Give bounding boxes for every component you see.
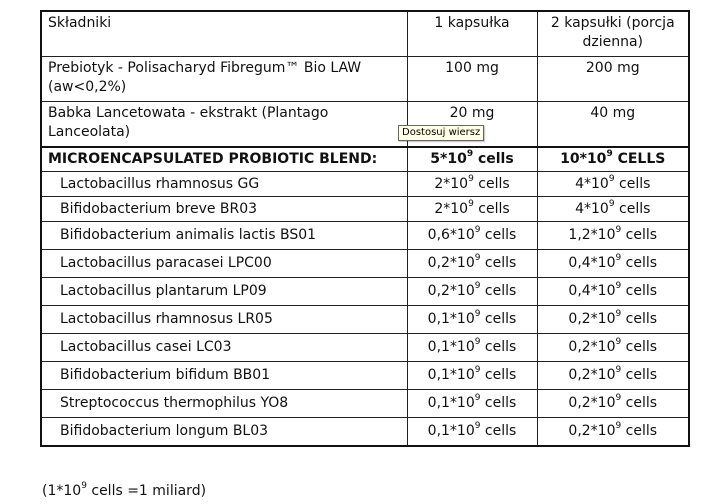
strain-row (41, 172, 689, 197)
strain-two: $0,2*10^9$ cells (537, 418, 689, 447)
strain-row (41, 334, 689, 362)
strain-two: $4*10^9$ cells (537, 172, 689, 197)
strain-name: Bifidobacterium breve BR03 (41, 197, 407, 222)
strain-two: $0,2*10^9$ cells (537, 334, 689, 362)
strain-row (41, 222, 689, 250)
table-row (41, 102, 689, 148)
header-one-capsule: 1 kapsułka (407, 11, 537, 57)
strain-one: $0,2*10^9$ cells (407, 278, 537, 306)
strain-two: $0,4*10^9$ cells (537, 278, 689, 306)
blend-name: MICROENCAPSULATED PROBIOTIC BLEND: (41, 147, 407, 172)
table-row (41, 57, 689, 102)
strain-one: $2*10^9$ cells (407, 172, 537, 197)
strain-two: $0,2*10^9$ cells (537, 362, 689, 390)
dose-two: 40 mg (537, 102, 689, 148)
strain-name: Lactobacillus rhamnosus LR05 (41, 306, 407, 334)
header-two-capsules: 2 kapsułki (porcja dzienna) (537, 11, 689, 57)
strain-one: $0,1*10^9$ cells (407, 418, 537, 447)
strain-two: $0,4*10^9$ cells (537, 250, 689, 278)
ingredients-table (40, 10, 690, 447)
blend-one: $5*10^9$ cells (407, 147, 537, 172)
strain-one: $0,2*10^9$ cells (407, 250, 537, 278)
strain-name: Lactobacillus plantarum LP09 (41, 278, 407, 306)
strain-name: Lactobacillus casei LC03 (41, 334, 407, 362)
strain-one: $2*10^9$ cells (407, 197, 537, 222)
strain-one: $0,6*10^9$ cells (407, 222, 537, 250)
strain-name: Lactobacillus rhamnosus GG (41, 172, 407, 197)
strain-row (41, 250, 689, 278)
strain-row (41, 362, 689, 390)
strain-one: $0,1*10^9$ cells (407, 334, 537, 362)
strain-one: $0,1*10^9$ cells (407, 390, 537, 418)
blend-row (41, 147, 689, 172)
row-adjust-tooltip: Dostosuj wiersz (398, 125, 484, 141)
strain-two: $0,2*10^9$ cells (537, 390, 689, 418)
dose-two: 200 mg (537, 57, 689, 102)
strain-row (41, 418, 689, 447)
strain-row (41, 390, 689, 418)
table-header-row (41, 11, 689, 57)
strain-row (41, 197, 689, 222)
footnote: ($1*10^9$ cells =1 miliard) (42, 481, 207, 499)
strain-two: $1,2*10^9$ cells (537, 222, 689, 250)
dose-one: 100 mg (407, 57, 537, 102)
ingredient-name: Babka Lancetowata - ekstrakt (Plantago Lanceolata) (41, 102, 407, 148)
strain-one: $0,1*10^9$ cells (407, 306, 537, 334)
strain-two: $0,2*10^9$ cells (537, 306, 689, 334)
strain-row (41, 278, 689, 306)
header-ingredient: Składniki (41, 11, 407, 57)
strain-name: Bifidobacterium animalis lactis BS01 (41, 222, 407, 250)
strain-two: $4*10^9$ cells (537, 197, 689, 222)
strain-one: $0,1*10^9$ cells (407, 362, 537, 390)
strain-name: Streptococcus thermophilus YO8 (41, 390, 407, 418)
strain-name: Bifidobacterium longum BL03 (41, 418, 407, 447)
blend-two: $10*10^9$ CELLS (537, 147, 689, 172)
dose-one: 20 mg (407, 102, 537, 148)
strain-name: Lactobacillus paracasei LPC00 (41, 250, 407, 278)
strain-name: Bifidobacterium bifidum BB01 (41, 362, 407, 390)
strain-row (41, 306, 689, 334)
ingredient-name: Prebiotyk - Polisacharyd Fibregum™ Bio LAW (aw<0,2%) (41, 57, 407, 102)
